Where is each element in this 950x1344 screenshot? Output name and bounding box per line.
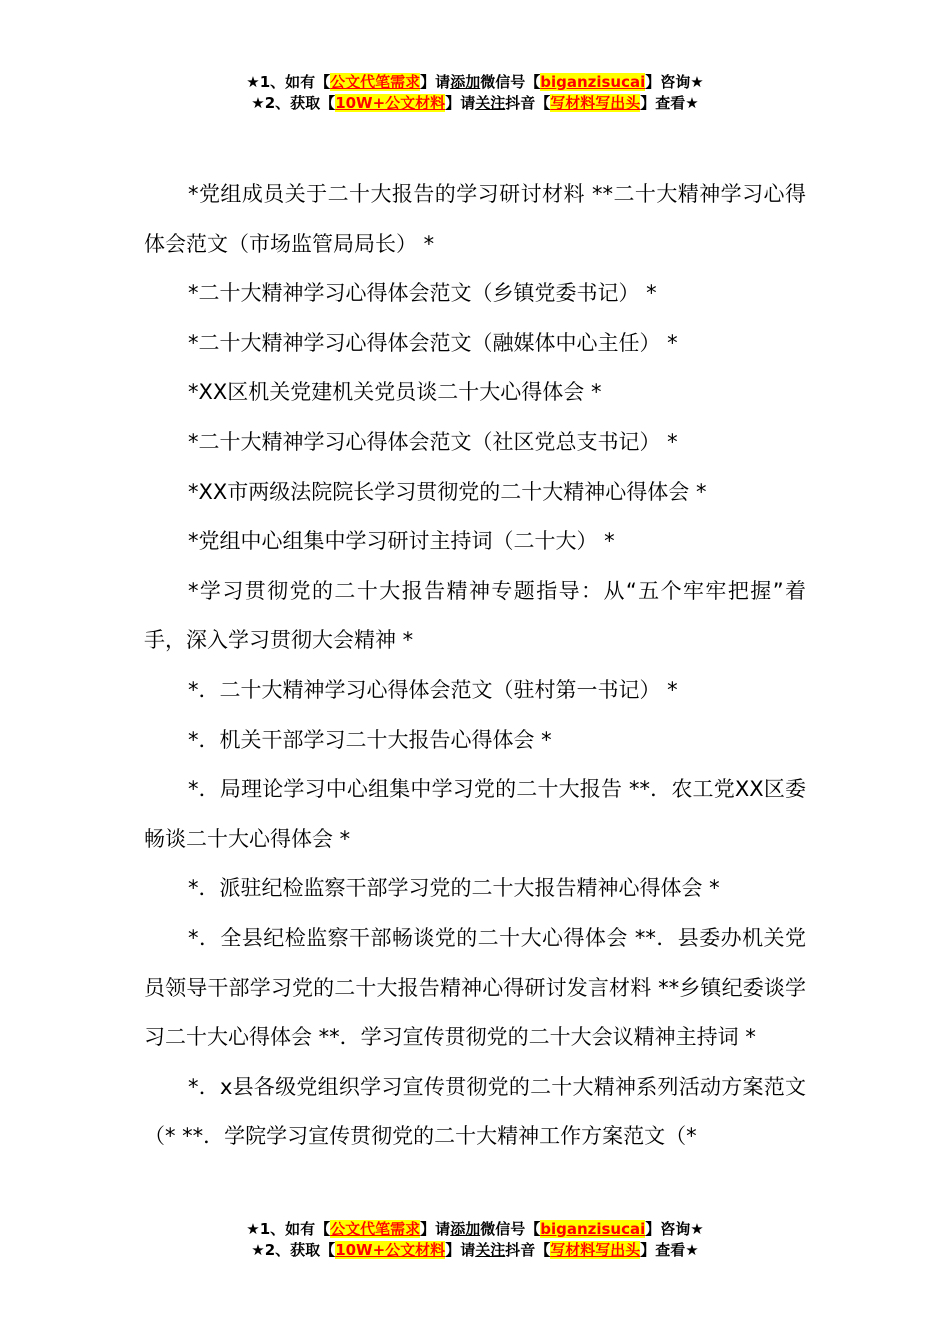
paragraph: *．机关干部学习二十大报告心得体会 * (188, 727, 552, 752)
paragraph: *二十大精神学习心得体会范文（社区党总支书记） * (188, 429, 678, 454)
banner-emphasis: 添加 (450, 73, 481, 91)
banner-text: 抖音【 (505, 1241, 551, 1259)
banner-text: 】请 (420, 73, 451, 91)
banner-highlight-wechat-id: biganzisucai (540, 1220, 646, 1238)
banner-text: 】查看★ (640, 94, 699, 112)
banner-text: 】查看★ (640, 1241, 699, 1259)
banner-highlight-douyin: 写材料写出头 (550, 94, 641, 112)
banner-text: 】请 (445, 94, 476, 112)
paragraph: *．派驻纪检监察干部学习党的二十大报告精神心得体会 * (188, 876, 720, 901)
paragraph: *二十大精神学习心得体会范文（融媒体中心主任） * (188, 330, 678, 355)
banner-text: 】请 (420, 1220, 451, 1238)
banner-text: 】咨询★ (645, 1220, 704, 1238)
paragraph: *二十大精神学习心得体会范文（乡镇党委书记） * (188, 281, 657, 306)
banner-text: 抖音【 (505, 94, 551, 112)
paragraph: *．局理论学习中心组集中学习党的二十大报告 **．农工党XX区委畅谈二十大心得体会 * (144, 777, 806, 851)
banner-text: ★1、如有【 (246, 73, 331, 91)
banner-emphasis: 关注 (475, 94, 506, 112)
paragraph: *党组中心组集中学习研讨主持词（二十大） * (188, 529, 615, 554)
banner-emphasis: 添加 (450, 1220, 481, 1238)
paragraph: *．x县各级党组织学习宣传贯彻党的二十大精神系列活动方案范文（* **．学院学习宣传贯彻党的二十大精神工作方案范文（* (144, 1074, 806, 1149)
footer-banner (0, 1219, 950, 1261)
paragraph: *学习贯彻党的二十大报告精神专题指导：从“五个牢牢把握”着手，深入学习贯彻大会精神 * (144, 578, 806, 653)
paragraph: *．全县纪检监察干部畅谈党的二十大心得体会 **．县委办机关党员领导干部学习党的二十大报告精神心得研讨发言材料 **乡镇纪委谈学习二十大心得体会 **．学习宣传贯彻党的二十大会议精神主持词 * (144, 925, 806, 1050)
banner-highlight-wechat-id: biganzisucai (540, 73, 646, 91)
banner-text: 】咨询★ (645, 73, 704, 91)
banner-highlight-service: 公文代笔需求 (330, 73, 421, 91)
banner-line-2 (0, 93, 950, 114)
banner-text: 微信号【 (480, 73, 541, 91)
banner-text: 微信号【 (480, 1220, 541, 1238)
header-banner (0, 72, 950, 114)
banner-line-2 (0, 1240, 950, 1261)
banner-highlight-douyin: 写材料写出头 (550, 1241, 641, 1259)
banner-line-1 (0, 1219, 950, 1240)
document-body (144, 170, 806, 1162)
banner-highlight-materials: 10W+公文材料 (335, 94, 446, 112)
banner-highlight-materials: 10W+公文材料 (335, 1241, 446, 1259)
paragraph: *XX区机关党建机关党员谈二十大心得体会 * (188, 380, 602, 405)
paragraph: *．二十大精神学习心得体会范文（驻村第一书记） * (188, 677, 678, 702)
banner-emphasis: 关注 (475, 1241, 506, 1259)
paragraph: *党组成员关于二十大报告的学习研讨材料 **二十大精神学习心得体会范文（市场监管局局长） * (144, 182, 806, 256)
banner-highlight-service: 公文代笔需求 (330, 1220, 421, 1238)
banner-text: ★2、获取【 (251, 94, 336, 112)
paragraph: *XX市两级法院院长学习贯彻党的二十大精神心得体会 * (188, 479, 707, 504)
banner-text: 】请 (445, 1241, 476, 1259)
banner-text: ★2、获取【 (251, 1241, 336, 1259)
banner-text: ★1、如有【 (246, 1220, 331, 1238)
banner-line-1 (0, 72, 950, 93)
